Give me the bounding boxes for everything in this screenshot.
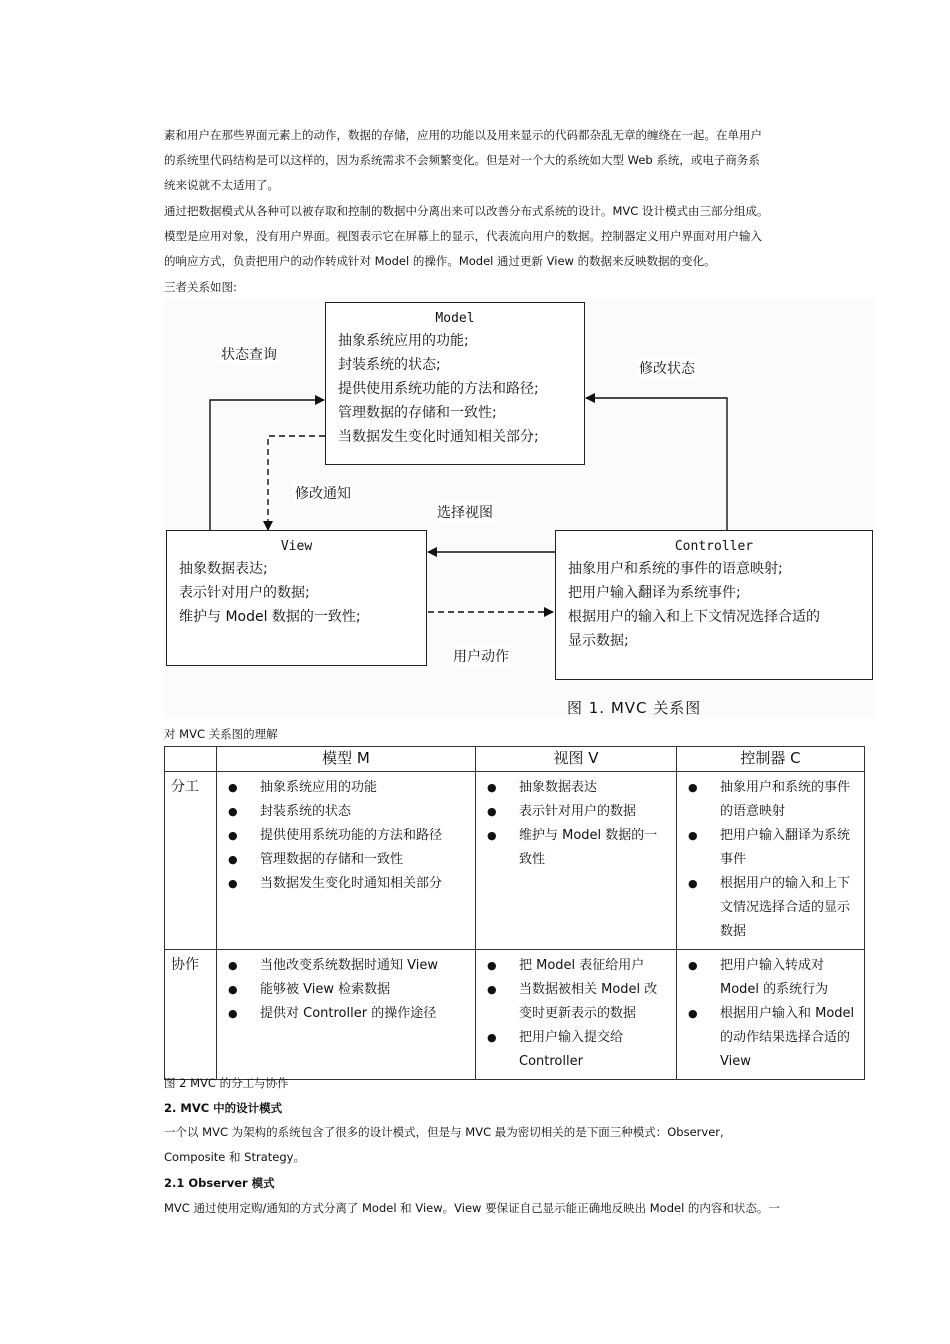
relation-intro: 三者关系如图:: [164, 280, 237, 294]
view-title: View: [280, 539, 313, 554]
text-line: 的系统里代码结构是可以这样的，因为系统需求不会频繁变化。但是对一个大的系统如大型 Web 系统，或电子商务系: [164, 153, 760, 167]
list-item: ● 维护与 Model 数据的一致性: [485, 824, 667, 872]
label-change-state: 修改状态: [637, 358, 697, 378]
list-item: ● 把用户输入提交给 Controller: [485, 1026, 667, 1074]
label-select-view: 选择视图: [435, 502, 495, 522]
label-user-action: 用户动作: [451, 646, 511, 666]
row-label-division: 分工: [165, 772, 217, 950]
list-item: ● 提供对 Controller 的操作途径: [226, 1002, 466, 1026]
text-line: Composite 和 Strategy。: [164, 1150, 305, 1164]
model-item: 提供使用系统功能的方法和路径;: [338, 381, 539, 397]
table-row: [165, 950, 865, 1080]
label-change-notify: 修改通知: [293, 483, 353, 503]
section2-heading: 2. MVC 中的设计模式: [164, 1101, 283, 1115]
controller-item: 把用户输入翻译为系统事件;: [568, 585, 741, 601]
list-item: ● 把 Model 表征给用户: [485, 954, 667, 978]
model-item: 当数据发生变化时通知相关部分;: [338, 429, 539, 445]
view-item: 表示针对用户的数据;: [179, 585, 310, 601]
table-row: [165, 772, 865, 950]
list-item: ● 当他改变系统数据时通知 View: [226, 954, 466, 978]
list-item: ● 根据用户输入和 Model 的动作结果选择合适的 View: [686, 1002, 855, 1074]
section2-paragraph: [164, 1120, 804, 1170]
mvc-relationship-diagram: [163, 298, 876, 718]
cell-view-division: [476, 772, 677, 950]
list-item: ● 提供使用系统功能的方法和路径: [226, 824, 466, 848]
table-header-row: [165, 747, 865, 772]
list-item: ● 封装系统的状态: [226, 800, 466, 824]
view-item: 维护与 Model 数据的一致性;: [179, 609, 361, 625]
intro-paragraph: [164, 123, 804, 198]
mvc-paragraph: [164, 199, 804, 274]
state-query-arrow: [210, 400, 324, 530]
cell-controller-division: [677, 772, 865, 950]
figure1-caption: 图 1. MVC 关系图: [567, 699, 702, 717]
text-line: 一个以 MVC 为架构的系统包含了很多的设计模式，但是与 MVC 最为密切相关的是下面三种模式：Observer,: [164, 1125, 724, 1139]
row-label-collaboration: 协作: [165, 950, 217, 1080]
section21-heading: 2.1 Observer 模式: [164, 1176, 275, 1190]
list-item: ● 表示针对用户的数据: [485, 800, 667, 824]
list-item: ● 抽象数据表达: [485, 776, 667, 800]
cell-view-collaboration: [476, 950, 677, 1080]
model-title: Model: [435, 311, 475, 326]
text-line: 模型是应用对象，没有用户界面。视图表示它在屏幕上的显示，代表流向用户的数据。控制器定义用户界面对用户输入: [164, 229, 762, 243]
view-box: [166, 530, 427, 666]
model-item: 管理数据的存储和一致性;: [338, 405, 497, 421]
table-header-controller: 控制器 C: [677, 747, 865, 772]
cell-model-collaboration: [217, 950, 476, 1080]
model-item: 抽象系统应用的功能;: [338, 333, 469, 349]
list-item: ● 根据用户的输入和上下文情况选择合适的显示数据: [686, 872, 855, 944]
cell-controller-collaboration: [677, 950, 865, 1080]
cell-model-division: [217, 772, 476, 950]
list-item: ● 抽象用户和系统的事件的语意映射: [686, 776, 855, 824]
mvc-division-table: [164, 746, 865, 1080]
text-line: 的响应方式，负责把用户的动作转成针对 Model 的操作。Model 通过更新 View 的数据来反映数据的变化。: [164, 254, 716, 268]
list-item: ● 当数据被相关 Model 改变时更新表示的数据: [485, 978, 667, 1026]
controller-box: [555, 530, 873, 680]
controller-item: 抽象用户和系统的事件的语意映射;: [568, 561, 783, 577]
text-line: 统来说就不太适用了。: [164, 178, 279, 192]
controller-item: 显示数据;: [568, 633, 629, 649]
list-item: ● 把用户输入转成对 Model 的系统行为: [686, 954, 855, 1002]
table-intro: 对 MVC 关系图的理解: [164, 727, 278, 741]
list-item: ● 把用户输入翻译为系统事件: [686, 824, 855, 872]
label-state-query: 状态查询: [219, 344, 279, 364]
text-line: 通过把数据模式从各种可以被存取和控制的数据中分离出来可以改善分布式系统的设计。MVC 设计模式由三部分组成。: [164, 204, 769, 218]
view-item: 抽象数据表达;: [179, 561, 268, 577]
figure2-caption: 图 2 MVC 的分工与协作: [164, 1076, 289, 1090]
controller-item: 根据用户的输入和上下文情况选择合适的: [568, 609, 820, 625]
table-header-model: 模型 M: [217, 747, 476, 772]
change-state-arrow: [586, 398, 727, 530]
table-header-view: 视图 V: [476, 747, 677, 772]
list-item: ● 管理数据的存储和一致性: [226, 848, 466, 872]
model-box: [325, 302, 585, 465]
list-item: ● 当数据发生变化时通知相关部分: [226, 872, 466, 896]
table-header-corner: [165, 747, 217, 772]
model-item: 封装系统的状态;: [338, 357, 441, 373]
text-line: 素和用户在那些界面元素上的动作，数据的存储，应用的功能以及用来显示的代码都杂乱无章的缠绕在一起。在单用户: [164, 128, 762, 142]
section21-paragraph: MVC 通过使用定购/通知的方式分离了 Model 和 View。View 要保证自己显示能正确地反映出 Model 的内容和状态。一: [164, 1201, 780, 1215]
list-item: ● 抽象系统应用的功能: [226, 776, 466, 800]
controller-title: Controller: [674, 539, 754, 554]
list-item: ● 能够被 View 检索数据: [226, 978, 466, 1002]
